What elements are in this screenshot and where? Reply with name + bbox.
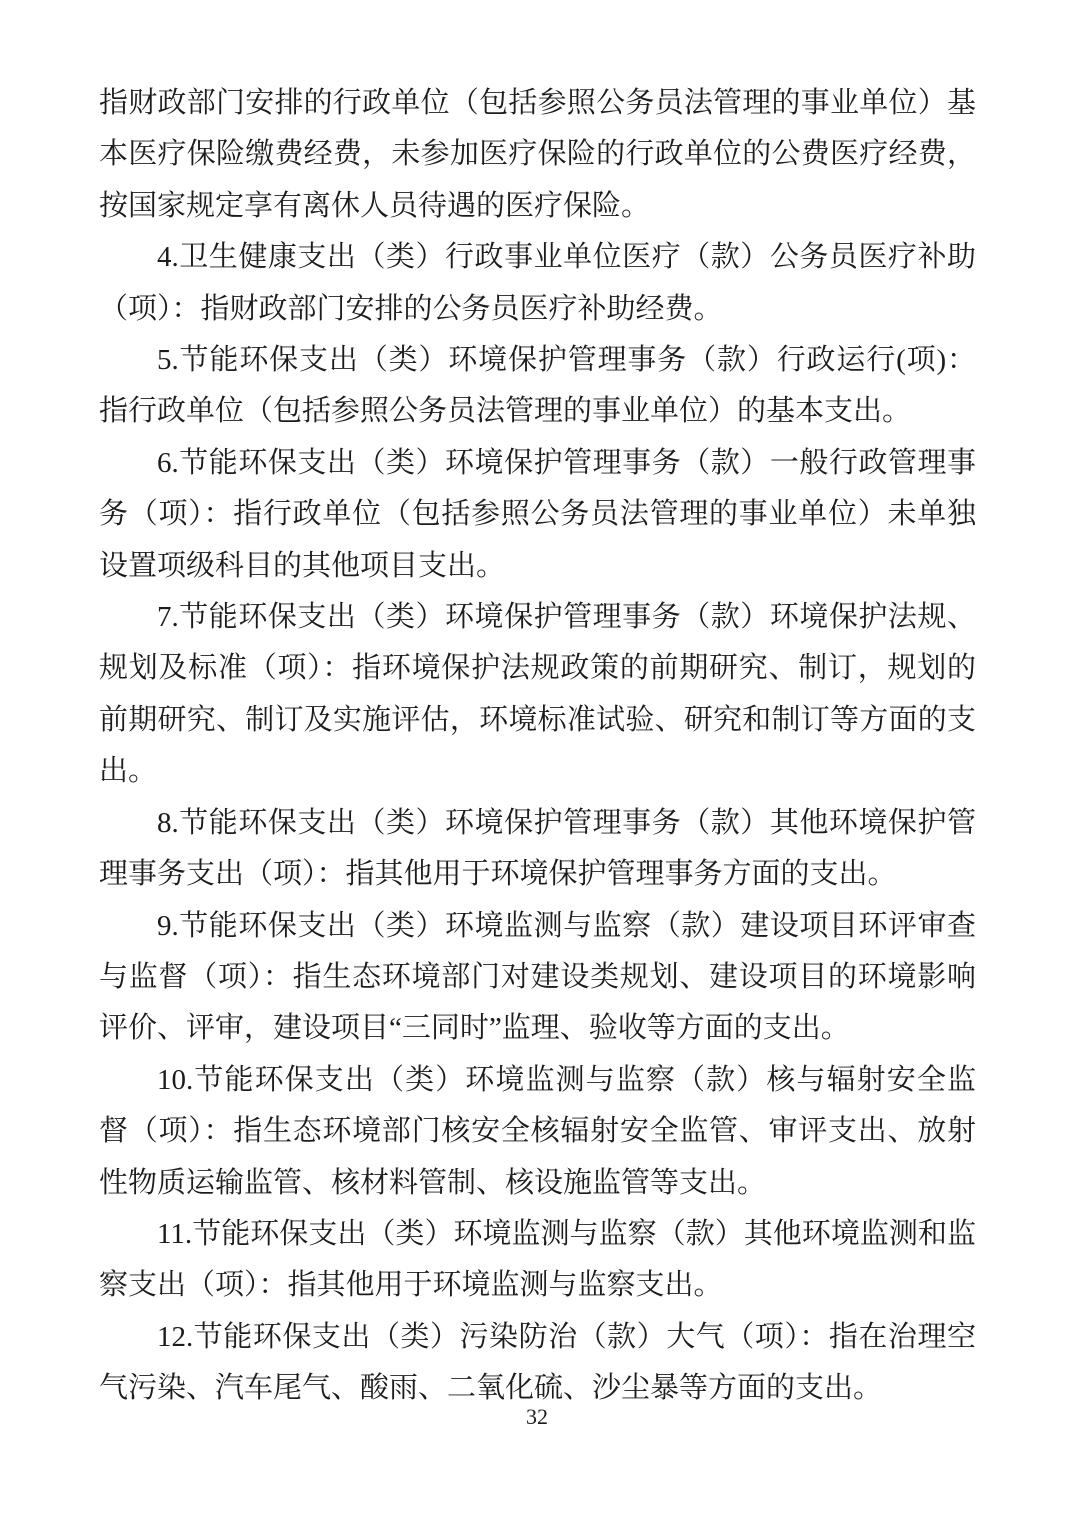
budget-item-12: 12.节能环保支出（类）污染防治（款）大气（项）：指在治理空气污染、汽车尾气、酸雨、二氧化硫、沙尘暴等方面的支出。 — [99, 1320, 976, 1405]
budget-item-9: 9.节能环保支出（类）环境监测与监察（款）建设项目环评审查与监督（项）：指生态环境部门对建设类规划、建设项目的环境影响评价、评审，建设项目“三同时”监理、验收等方面的支出。 — [99, 909, 976, 1045]
budget-item-6: 6.节能环保支出（类）环境保护管理事务（款）一般行政管理事务（项）：指行政单位（包括参照公务员法管理的事业单位）未单独设置项级科目的其他项目支出。 — [99, 446, 976, 582]
budget-item-11: 11.节能环保支出（类）环境监测与监察（款）其他环境监测和监察支出（项）：指其他用于环境监测与监察支出。 — [99, 1217, 976, 1302]
budget-item-5: 5.节能环保支出（类）环境保护管理事务（款）行政运行(项)：指行政单位（包括参照公务员法管理的事业单位）的基本支出。 — [99, 344, 976, 428]
budget-item-10: 10.节能环保支出（类）环境监测与监察（款）核与辐射安全监督（项）：指生态环境部门核安全核辐射安全监管、审评支出、放射性物质运输监管、核材料管制、核设施监管等支出。 — [99, 1063, 976, 1199]
page-number: 32 — [526, 1404, 548, 1429]
budget-item-8: 8.节能环保支出（类）环境保护管理事务（款）其他环境保护管理事务支出（项）：指其他用于环境保护管理事务方面的支出。 — [99, 806, 976, 891]
paragraph-continuation: 指财政部门安排的行政单位（包括参照公务员法管理的事业单位）基本医疗保险缴费经费，未参加医疗保险的行政单位的公费医疗经费，按国家规定享有离休人员待遇的医疗保险。 — [99, 87, 976, 222]
budget-item-4: 4.卫生健康支出（类）行政事业单位医疗（款）公务员医疗补助（项）：指财政部门安排的公务员医疗补助经费。 — [99, 241, 976, 325]
budget-item-7: 7.节能环保支出（类）环境保护管理事务（款）环境保护法规、规划及标准（项）：指环境保护法规政策的前期研究、制订，规划的前期研究、制订及实施评估，环境标准试验、研究和制订等方面的支出。 — [99, 601, 976, 788]
document-text-block — [99, 78, 976, 1415]
